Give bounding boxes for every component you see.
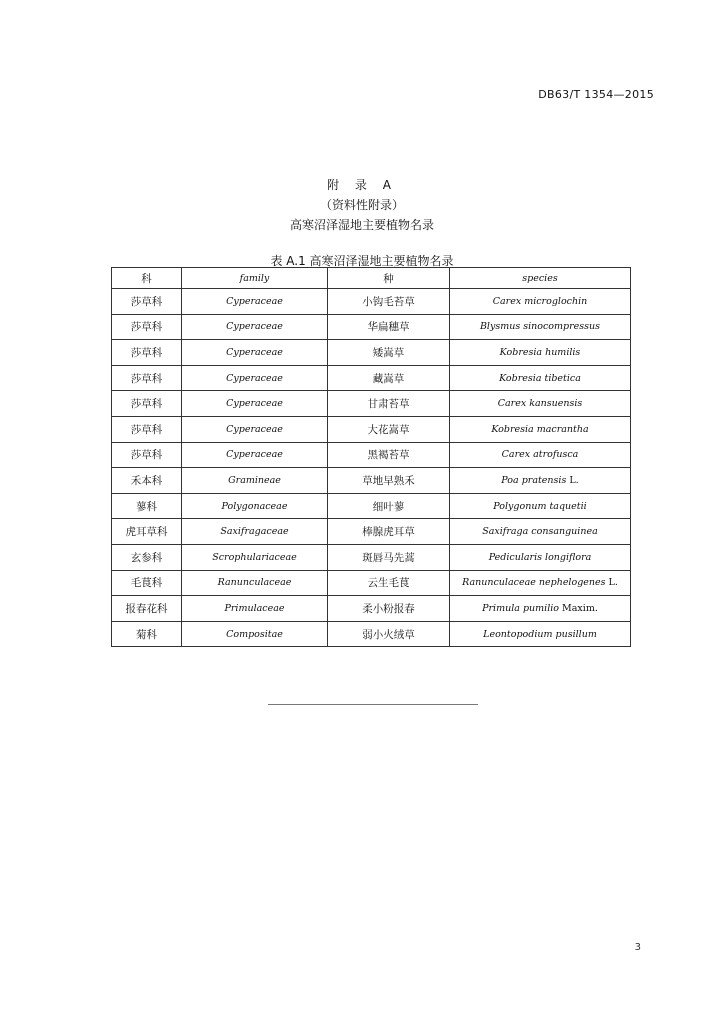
table-header-row	[112, 268, 631, 289]
species-name: Blysmus sinocompressus	[479, 321, 601, 333]
cell-family: Cyperaceae	[182, 365, 328, 391]
cell-species	[450, 468, 631, 494]
cell-species	[450, 289, 631, 315]
species-name: Kobresia humilis	[499, 346, 581, 358]
appendix-subtitle: 高寒沼泽湿地主要植物名录	[289, 218, 434, 232]
cell-species-zh: 华扁穗草	[328, 314, 450, 340]
species-name: Ranunculaceae nephelogenes	[462, 577, 606, 589]
cell-species-zh: 弱小火绒草	[328, 621, 450, 647]
table-row	[112, 519, 631, 545]
cell-species	[450, 416, 631, 442]
cell-family: Gramineae	[182, 468, 328, 494]
cell-family-zh: 莎草科	[112, 289, 182, 315]
cell-family-zh: 莎草科	[112, 442, 182, 468]
species-name: Polygonum taquetii	[493, 500, 587, 512]
cell-family: Cyperaceae	[182, 289, 328, 315]
cell-family: Scrophulariaceae	[182, 544, 328, 570]
header-species-zh: 种	[328, 268, 450, 289]
cell-species	[450, 493, 631, 519]
cell-family: Compositae	[182, 621, 328, 647]
species-name: Carex atrofusca	[501, 449, 579, 461]
cell-species-zh: 斑唇马先蒿	[328, 544, 450, 570]
cell-family-zh: 报春花科	[112, 596, 182, 622]
species-name: Carex microglochin	[492, 295, 588, 307]
cell-family: Ranunculaceae	[182, 570, 328, 596]
appendix-type: （资料性附录）	[319, 198, 404, 212]
table-row	[112, 416, 631, 442]
table-caption: 表 A.1 高寒沼泽湿地主要植物名录	[270, 254, 454, 268]
cell-family: Cyperaceae	[182, 442, 328, 468]
cell-species	[450, 365, 631, 391]
cell-family-zh: 玄参科	[112, 544, 182, 570]
cell-species-zh: 棒腺虎耳草	[328, 519, 450, 545]
species-author: L.	[608, 577, 618, 589]
end-divider	[268, 704, 478, 705]
cell-species-zh: 黑褐苔草	[328, 442, 450, 468]
species-name: Carex kansuensis	[497, 398, 583, 410]
cell-family-zh: 莎草科	[112, 416, 182, 442]
cell-family: Primulaceae	[182, 596, 328, 622]
cell-species	[450, 314, 631, 340]
species-name: Leontopodium pusillum	[483, 628, 597, 640]
cell-species	[450, 570, 631, 596]
plant-list-table	[111, 267, 631, 647]
table-row	[112, 621, 631, 647]
species-author: L.	[569, 474, 579, 486]
cell-species-zh: 藏嵩草	[328, 365, 450, 391]
table-row	[112, 570, 631, 596]
cell-family-zh: 虎耳草科	[112, 519, 182, 545]
cell-family: Cyperaceae	[182, 416, 328, 442]
header-family-zh: 科	[112, 268, 182, 289]
table-row	[112, 391, 631, 417]
species-name: Poa pratensis	[501, 474, 567, 486]
table-row	[112, 365, 631, 391]
cell-species-zh: 小钩毛苔草	[328, 289, 450, 315]
table-body	[112, 289, 631, 647]
species-name: Saxifraga consanguinea	[482, 526, 598, 538]
table-row	[112, 544, 631, 570]
species-name: Pedicularis longiflora	[488, 551, 592, 563]
cell-species	[450, 442, 631, 468]
cell-family: Cyperaceae	[182, 314, 328, 340]
cell-family-zh: 菊科	[112, 621, 182, 647]
species-name: Kobresia macrantha	[491, 423, 589, 435]
cell-species	[450, 621, 631, 647]
cell-family-zh: 莎草科	[112, 340, 182, 366]
species-name: Kobresia tibetica	[499, 372, 581, 384]
table-row	[112, 289, 631, 315]
cell-species	[450, 519, 631, 545]
cell-family-zh: 禾本科	[112, 468, 182, 494]
table-row	[112, 493, 631, 519]
cell-family-zh: 蓼科	[112, 493, 182, 519]
cell-family-zh: 毛茛科	[112, 570, 182, 596]
cell-species-zh: 云生毛茛	[328, 570, 450, 596]
header-species: species	[450, 268, 631, 289]
cell-family-zh: 莎草科	[112, 314, 182, 340]
table-row	[112, 468, 631, 494]
table-row	[112, 596, 631, 622]
species-name: Primula pumilio	[482, 602, 559, 614]
cell-species	[450, 544, 631, 570]
species-author: Maxim.	[562, 602, 598, 614]
table-row	[112, 442, 631, 468]
cell-family: Cyperaceae	[182, 391, 328, 417]
cell-family: Saxifragaceae	[182, 519, 328, 545]
cell-species	[450, 596, 631, 622]
cell-species-zh: 草地早熟禾	[328, 468, 450, 494]
cell-family: Cyperaceae	[182, 340, 328, 366]
cell-species-zh: 柔小粉报春	[328, 596, 450, 622]
table-row	[112, 340, 631, 366]
cell-species-zh: 矮嵩草	[328, 340, 450, 366]
cell-species	[450, 340, 631, 366]
appendix-title: 附 录 A	[327, 178, 397, 192]
cell-species	[450, 391, 631, 417]
table-row	[112, 314, 631, 340]
cell-family-zh: 莎草科	[112, 365, 182, 391]
document-code: DB63/T 1354—2015	[538, 88, 654, 101]
header-family: family	[182, 268, 328, 289]
page-number: 3	[634, 942, 641, 953]
cell-species-zh: 甘肃苔草	[328, 391, 450, 417]
cell-family: Polygonaceae	[182, 493, 328, 519]
cell-species-zh: 大花嵩草	[328, 416, 450, 442]
cell-family-zh: 莎草科	[112, 391, 182, 417]
cell-species-zh: 细叶蓼	[328, 493, 450, 519]
